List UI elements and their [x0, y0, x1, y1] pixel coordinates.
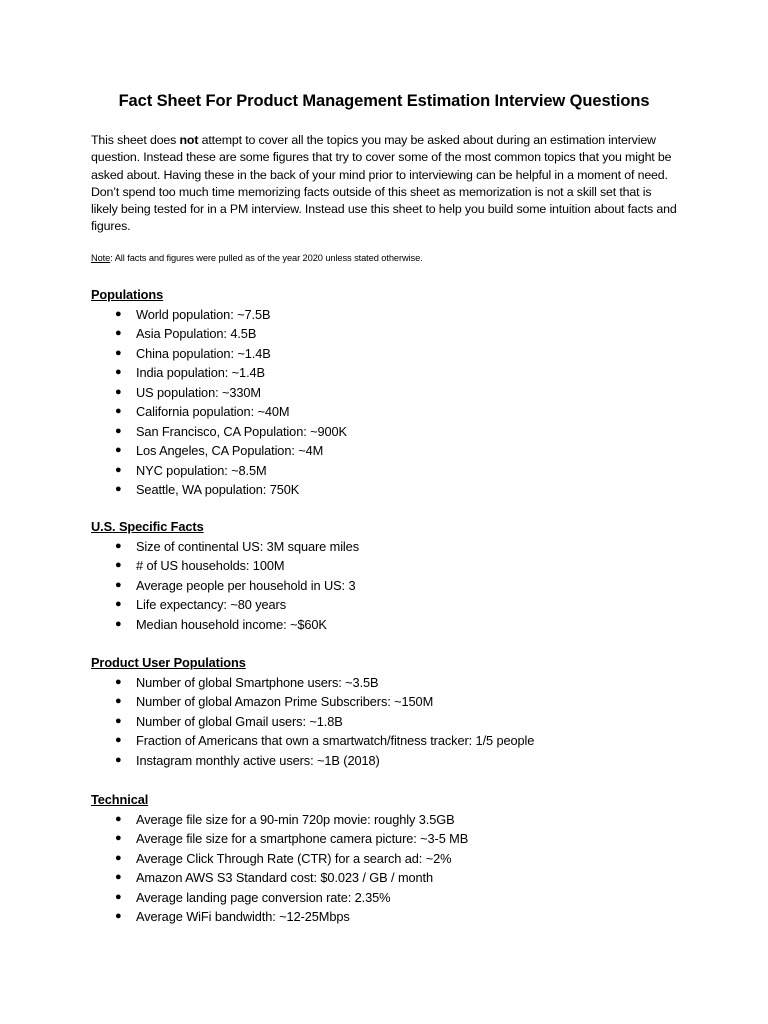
bullet-list — [91, 305, 691, 500]
list-item-text: China population: ~1.4B — [136, 345, 271, 361]
bullet-icon: ● — [115, 483, 122, 495]
list-item — [91, 537, 691, 557]
bullet-icon: ● — [115, 714, 122, 727]
section-heading: Product User Populations — [91, 655, 246, 670]
bullet-list — [91, 810, 691, 927]
section-heading: Technical — [91, 792, 149, 807]
bullet-icon: ● — [115, 598, 122, 610]
bullet-icon: ● — [115, 405, 122, 417]
bullet-icon: ● — [115, 366, 122, 378]
bullet-list — [91, 537, 691, 635]
list-item — [91, 829, 691, 849]
list-item — [91, 712, 691, 732]
list-item-text: Seattle, WA population: 750K — [136, 482, 300, 497]
list-item — [91, 692, 691, 712]
list-item-text: Average people per household in US: 3 — [136, 577, 356, 593]
bullet-icon: ● — [115, 559, 122, 571]
bullet-icon: ● — [115, 385, 122, 398]
list-item — [91, 576, 691, 596]
list-item — [91, 868, 691, 888]
list-item-text: Average WiFi bandwidth: ~12-25Mbps — [136, 909, 350, 924]
list-item — [91, 673, 691, 693]
list-item — [91, 383, 691, 403]
list-item — [91, 363, 691, 383]
list-item — [91, 615, 691, 635]
list-item — [91, 344, 691, 364]
list-item — [91, 480, 691, 500]
bullet-icon: ● — [115, 307, 122, 320]
list-item-text: Number of global Gmail users: ~1.8B — [136, 713, 343, 729]
list-item-text: Median household income: ~$60K — [136, 616, 327, 632]
list-item-text: Size of continental US: 3M square miles — [136, 538, 359, 554]
section-us-specific-facts — [91, 517, 691, 634]
list-item-text: World population: ~7.5B — [136, 306, 271, 322]
page-title: Fact Sheet For Product Management Estimation Interview Questions — [118, 92, 650, 110]
note-line — [91, 252, 681, 264]
intro-bold-word: not — [179, 133, 199, 147]
bullet-icon: ● — [115, 463, 122, 476]
list-item — [91, 305, 691, 325]
list-item-text: Average file size for a 90-min 720p movie: roughly 3.5GB — [136, 811, 455, 827]
bullet-icon: ● — [115, 346, 122, 359]
bullet-icon: ● — [115, 753, 122, 766]
bullet-icon: ● — [115, 444, 122, 456]
list-item-text: Amazon AWS S3 Standard cost: $0.023 / GB / month — [136, 870, 434, 885]
bullet-icon: ● — [115, 695, 122, 707]
list-item — [91, 324, 691, 344]
list-item-text: Life expectancy: ~80 years — [136, 597, 286, 612]
list-item-text: Average file size for a smartphone camera picture: ~3-5 MB — [136, 831, 469, 846]
section-populations — [91, 285, 691, 500]
list-item-text: Instagram monthly active users: ~1B (2018) — [136, 752, 380, 768]
intro-text-start: This sheet does — [91, 133, 180, 147]
list-item — [91, 595, 691, 615]
list-item — [91, 402, 691, 422]
bullet-icon: ● — [115, 424, 122, 437]
list-item-text: India population: ~1.4B — [136, 365, 265, 380]
list-item-text: US population: ~330M — [136, 384, 261, 400]
list-item — [91, 888, 691, 908]
bullet-icon: ● — [115, 617, 122, 630]
note-label: Note — [91, 253, 111, 263]
list-item-text: Number of global Amazon Prime Subscribers: ~150M — [136, 694, 434, 709]
list-item — [91, 441, 691, 461]
section-heading: U.S. Specific Facts — [91, 519, 204, 534]
section-heading: Populations — [91, 287, 164, 302]
bullet-icon: ● — [115, 851, 122, 864]
note-text: : All facts and figures were pulled as of the year 2020 unless stated otherwise. — [110, 253, 423, 263]
list-item-text: Number of global Smartphone users: ~3.5B — [136, 674, 379, 690]
list-item — [91, 556, 691, 576]
list-item-text: Fraction of Americans that own a smartwatch/fitness tracker: 1/5 people — [136, 733, 535, 748]
list-item-text: Average landing page conversion rate: 2.35% — [136, 889, 391, 905]
list-item — [91, 422, 691, 442]
bullet-icon: ● — [115, 327, 122, 339]
list-item-text: California population: ~40M — [136, 404, 290, 419]
list-item — [91, 907, 691, 927]
bullet-list — [91, 673, 691, 771]
section-product-user-populations — [91, 653, 691, 770]
section-technical — [91, 790, 691, 927]
bullet-icon: ● — [115, 832, 122, 844]
intro-paragraph — [91, 132, 681, 236]
list-item — [91, 849, 691, 869]
list-item-text: NYC population: ~8.5M — [136, 462, 267, 478]
list-item — [91, 461, 691, 481]
bullet-icon: ● — [115, 890, 122, 903]
bullet-icon: ● — [115, 910, 122, 922]
bullet-icon: ● — [115, 578, 122, 591]
bullet-icon: ● — [115, 675, 122, 688]
list-item-text: Average Click Through Rate (CTR) for a search ad: ~2% — [136, 850, 452, 866]
list-item-text: Asia Population: 4.5B — [136, 326, 257, 341]
list-item-text: # of US households: 100M — [136, 558, 285, 573]
list-item — [91, 751, 691, 771]
bullet-icon: ● — [115, 539, 122, 552]
intro-text-rest: attempt to cover all the topics you may be asked about during an estimation interview question. Instead these are some figures that try to cover some of the most common topics that you might be asked about. Having these in the back of your mind prior to interviewing can be helpful in a moment of need. Don’t spend too much time memorizing facts outside of this sheet as memorization is not a skill set that is likely being tested for in a PM interview. Instead use this sheet to help you build some intuition about facts and figures. — [91, 133, 677, 234]
list-item — [91, 810, 691, 830]
bullet-icon: ● — [115, 734, 122, 746]
list-item — [91, 731, 691, 751]
list-item-text: Los Angeles, CA Population: ~4M — [136, 443, 324, 458]
bullet-icon: ● — [115, 871, 122, 883]
list-item-text: San Francisco, CA Population: ~900K — [136, 423, 347, 439]
bullet-icon: ● — [115, 812, 122, 825]
